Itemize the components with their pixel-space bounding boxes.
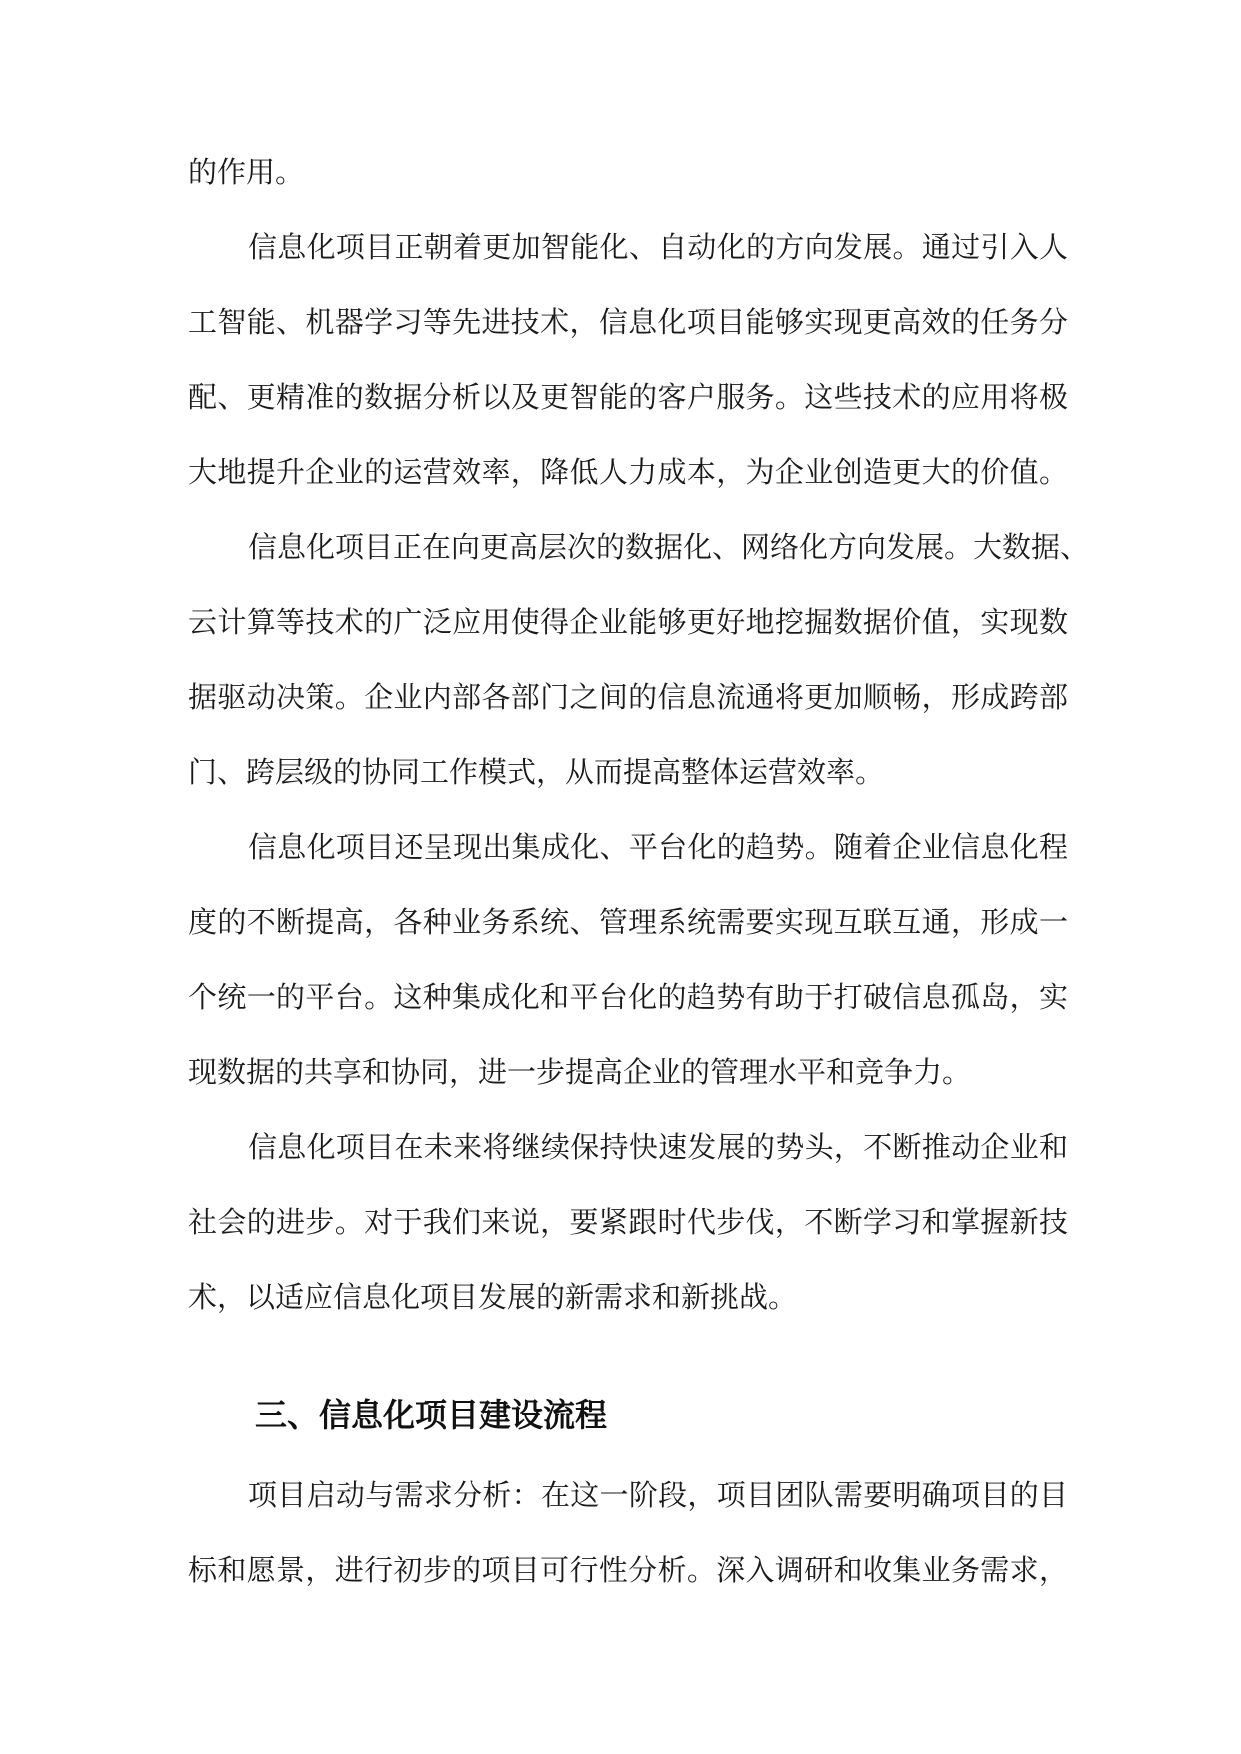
paragraph-line: 信息化项目正在向更高层次的数据化、网络化方向发展。大数据、 bbox=[248, 530, 1090, 564]
paragraph-line: 配、更精准的数据分析以及更智能的客户服务。这些技术的应用将极 bbox=[188, 380, 1068, 414]
paragraph-line: 据驱动决策。企业内部各部门之间的信息流通将更加顺畅，形成跨部 bbox=[188, 680, 1068, 714]
paragraph-line: 云计算等技术的广泛应用使得企业能够更好地挖掘数据价值，实现数 bbox=[188, 605, 1068, 639]
paragraph-line: 术，以适应信息化项目发展的新需求和新挑战。 bbox=[188, 1280, 798, 1314]
paragraph-line: 的作用。 bbox=[188, 155, 305, 189]
paragraph-line: 度的不断提高，各种业务系统、管理系统需要实现互联互通，形成一 bbox=[188, 905, 1068, 939]
paragraph-line: 工智能、机器学习等先进技术，信息化项目能够实现更高效的任务分 bbox=[188, 305, 1068, 339]
section-heading: 三、信息化项目建设流程 bbox=[255, 1396, 608, 1434]
paragraph-line: 现数据的共享和协同，进一步提高企业的管理水平和竞争力。 bbox=[188, 1055, 972, 1089]
paragraph-line: 标和愿景，进行初步的项目可行性分析。深入调研和收集业务需求， bbox=[188, 1553, 1068, 1587]
paragraph-line: 门、跨层级的协同工作模式，从而提高整体运营效率。 bbox=[188, 755, 885, 789]
paragraph-line: 社会的进步。对于我们来说，要紧跟时代步伐，不断学习和掌握新技 bbox=[188, 1205, 1068, 1239]
paragraph-line: 信息化项目在未来将继续保持快速发展的势头，不断推动企业和 bbox=[248, 1130, 1068, 1164]
paragraph-line: 信息化项目正朝着更加智能化、自动化的方向发展。通过引入人 bbox=[248, 230, 1068, 264]
paragraph-line: 项目启动与需求分析：在这一阶段，项目团队需要明确项目的目 bbox=[248, 1478, 1068, 1512]
paragraph-line: 大地提升企业的运营效率，降低人力成本，为企业创造更大的价值。 bbox=[188, 455, 1068, 489]
paragraph-line: 信息化项目还呈现出集成化、平台化的趋势。随着企业信息化程 bbox=[248, 830, 1068, 864]
paragraph-line: 个统一的平台。这种集成化和平台化的趋势有助于打破信息孤岛，实 bbox=[188, 980, 1068, 1014]
